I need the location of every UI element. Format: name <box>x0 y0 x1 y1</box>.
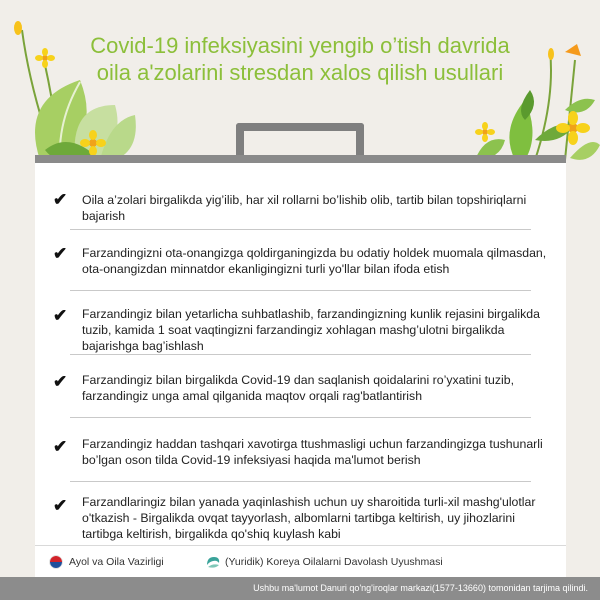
translation-note: Ushbu ma'lumot Danuri qo'ng'iroqlar markazi(1577-13660) tomonidan tarjima qilindi. <box>0 577 600 600</box>
check-icon: ✔ <box>53 372 68 391</box>
list-item-text: Oila a’zolari birgalikda yig’ilib, har xil rollarni bo’lishib olib, tartib bilan topshiriqlarni bajarish <box>82 193 527 223</box>
check-icon: ✔ <box>53 496 68 515</box>
right-plant-decoration <box>455 40 600 165</box>
list-item-text: Farzandingiz bilan birgalikda Covid-19 dan saqlanish qoidalarini ro’yxatini tuzib, farzandingiz unga amal qilganida maqtov orqali rag'batlantirish <box>82 373 515 403</box>
list-item-text: Farzandingizni ota-onangizga qoldirganingizda bu odatiy holdek muomala qilmasdan, ota-onangizdan minnatdor ekanligingizni turli yo'llar bilan ifoda etish <box>82 246 547 276</box>
check-icon: ✔ <box>53 190 68 209</box>
list-item-text: Farzandingiz bilan yetarlicha suhbatlashib, farzandingizning kunlik rejasini birgalikda tuzib, kamida 1 soat vaqtingizni farzandingiz xohlagan mashg’ulotni birgalikda bajarishga bag’ishlash <box>82 307 540 353</box>
left-plant-decoration <box>0 10 150 170</box>
list-item-text: Farzandingiz haddan tashqari xavotirga ttushmasligi uchun farzandingizga tushunarli bo’lgan oson tilda Covid-19 infeksiyasi haqida ma'lumot berish <box>82 437 543 467</box>
title-line-2: oila a'zolarini stresdan xalos qilish usullari <box>96 60 504 85</box>
footer-logos <box>35 545 566 578</box>
association-name: (Yuridik) Koreya Oilalarni Davolash Uyushmasi <box>225 556 443 568</box>
korea-emblem-icon <box>49 555 63 569</box>
divider <box>70 229 531 230</box>
association-logo-icon <box>205 555 221 569</box>
list-item-text: Farzandlaringiz bilan yanada yaqinlashish uchun uy sharoitida turli-xil mashg'ulotlar o'tkazish - Birgalikda ovqat tayyorlash, albomlarni tartibga keltirish, uy jihozlarini tartibga keltirish, birgalikda qo'shiq kuylash kabi <box>82 495 536 541</box>
check-icon: ✔ <box>53 437 68 456</box>
clipboard-top-bar <box>35 155 566 163</box>
divider <box>70 290 531 291</box>
check-icon: ✔ <box>53 244 68 263</box>
divider <box>70 417 531 418</box>
divider <box>70 354 531 355</box>
divider <box>70 481 531 482</box>
ministry-name: Ayol va Oila Vazirligi <box>69 556 164 568</box>
check-icon: ✔ <box>53 306 68 325</box>
title-line-1: Covid-19 infeksiyasini yengib o’tish davrida <box>90 33 510 58</box>
